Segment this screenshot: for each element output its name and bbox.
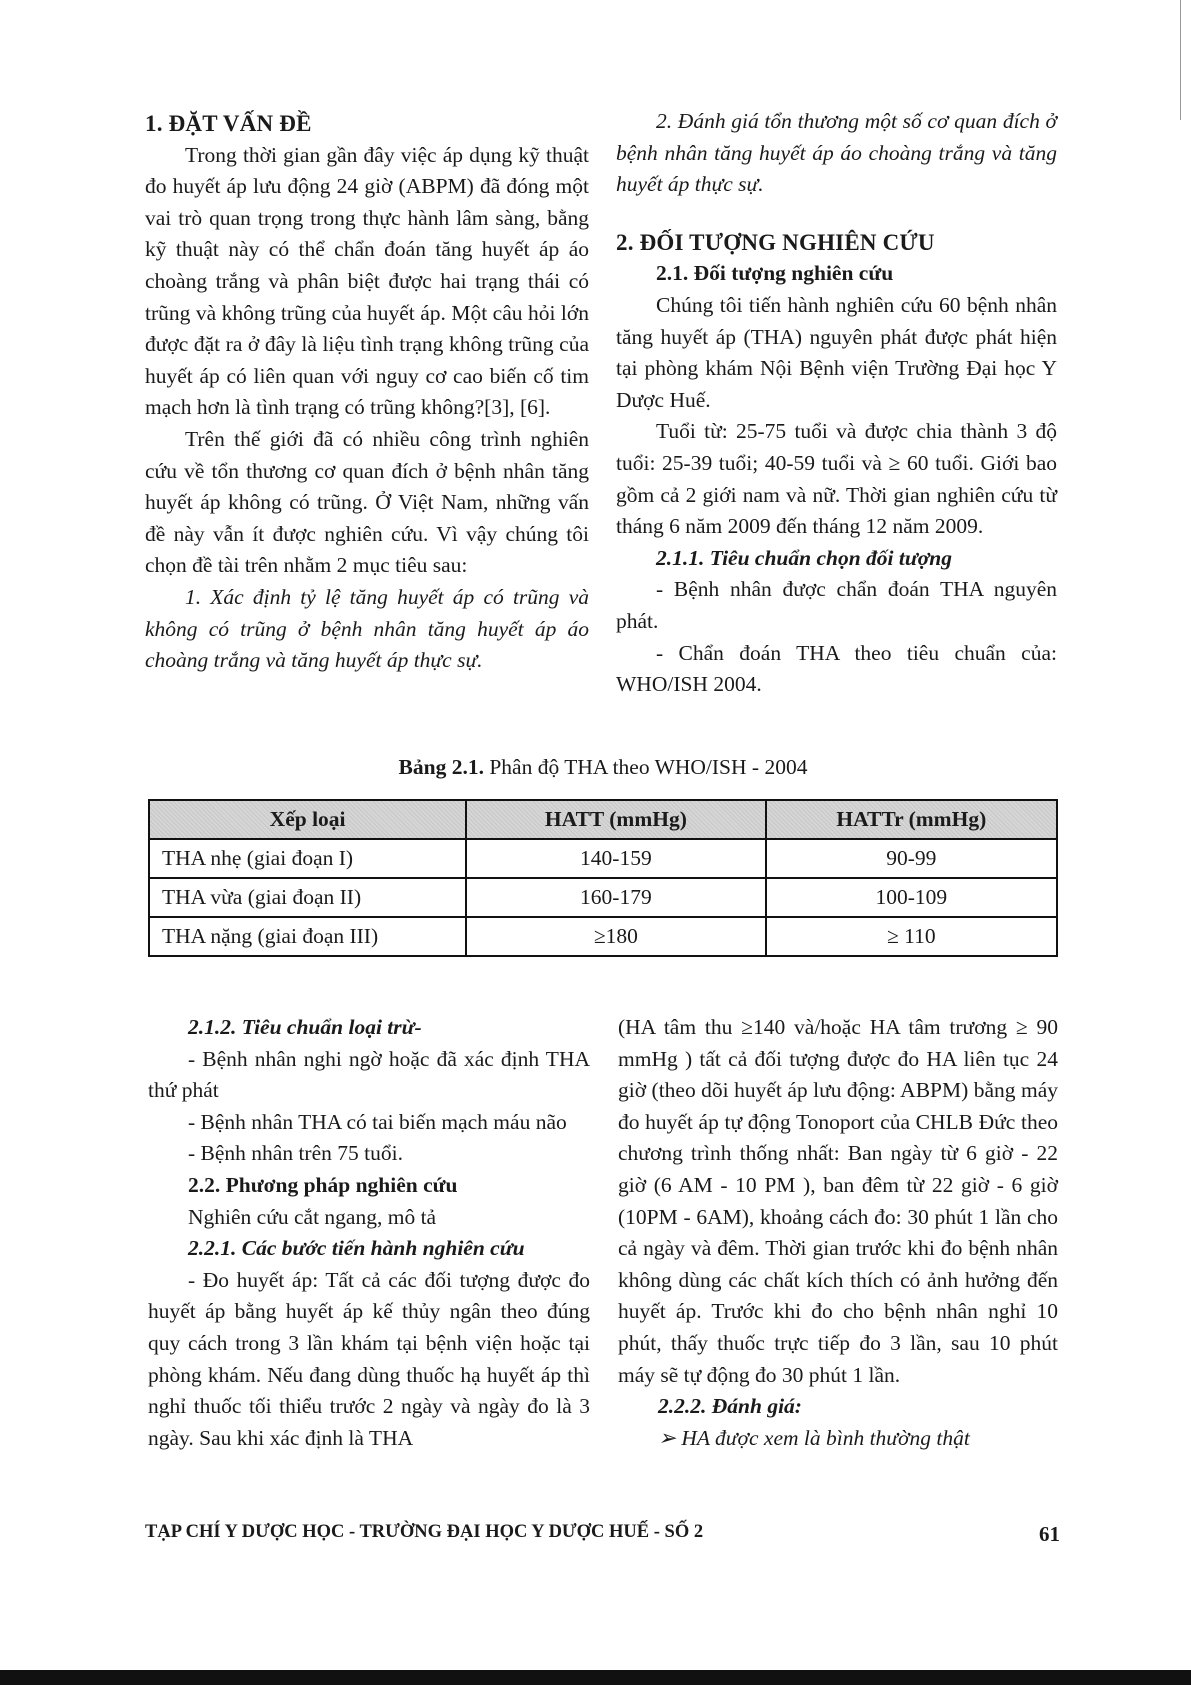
column-header: Xếp loại [149, 800, 466, 839]
table-caption-label: Bảng 2.1. [398, 755, 484, 779]
paragraph: Chúng tôi tiến hành nghiên cứu 60 bệnh nhân tăng huyết áp (THA) nguyên phát được phát hiện tại phòng khám Nội Bệnh viện Trường Đại học Y Dược Huế. [616, 292, 1057, 412]
subsection-heading: 2.2. Phương pháp nghiên cứu [188, 1172, 458, 1197]
subsection-heading: 2.1. Đối tượng nghiên cứu [656, 261, 894, 286]
paragraph: (HA tâm thu ≥140 và/hoặc HA tâm trương ≥ 90 mmHg ) tất cả đối tượng được đo HA liên tục 24 giờ (theo dõi huyết áp lưu động: ABPM) bằng máy đo huyết áp tự động Tonoport của CHLB Đức theo chương trình thống nhất: Ban ngày từ 6 giờ - 22 giờ (6 AM - 10 PM ), ban đêm từ 22 giờ - 6 giờ (10PM - 6AM), khoảng cách đo: 30 phút 1 lần cho cả ngày và đêm. Thời gian trước khi đo bệnh nhân không dùng các chất kích thích có ảnh hưởng đến huyết áp. Trước khi đo cho bệnh nhân nghỉ 10 phút, thấy thuốc trực tiếp đo 3 lần, sau 10 phút máy sẽ tự động đo 30 phút 1 lần. [618, 1015, 1058, 1387]
table-row [149, 917, 1057, 956]
table-caption-text: Phân độ THA theo WHO/ISH - 2004 [483, 755, 808, 779]
table-row [149, 839, 1057, 878]
paragraph: Trên thế giới đã có nhiều công trình nghiên cứu về tổn thương cơ quan đích ở bệnh nhân tăng huyết áp không có trũng. Ở Việt Nam, những vấn đề này vẫn ít được nghiên cứu. Vì vậy chúng tôi chọn đề tài trên nhằm 2 mục tiêu sau: [145, 426, 589, 578]
paragraph: Nghiên cứu cắt ngang, mô tả [188, 1204, 437, 1229]
page-number: 61 [1039, 1522, 1060, 1546]
list-item: - Bệnh nhân trên 75 tuổi. [188, 1141, 403, 1166]
left-column-bottom [148, 1012, 590, 1454]
objective-2: 2. Đánh giá tổn thương một số cơ quan đích ở bệnh nhân tăng huyết áp áo choàng trắng và tăng huyết áp thực sự. [616, 109, 1057, 197]
hypertension-grade-table [148, 799, 1058, 957]
list-item: - Bệnh nhân THA có tai biến mạch máu não [188, 1109, 567, 1134]
subsubsection-heading: 2.1.1. Tiêu chuẩn chọn đối tượng [656, 545, 953, 570]
paragraph: Trong thời gian gần đây việc áp dụng kỹ thuật đo huyết áp lưu động 24 giờ (ABPM) đã đóng một vai trò quan trọng trong thực hành lâm sàng, bằng kỹ thuật này có thể chẩn đoán tăng huyết áp áo choàng trắng và phân biệt được hai trạng thái có trũng và không trũng của huyết áp. Một câu hỏi lớn được đặt ra ở đây là liệu tình trạng không trũng của huyết áp có liên quan với nguy cơ cao biến cố tim mạch hơn là tình trạng có trũng không?[3], [6]. [145, 142, 589, 420]
scan-bottom-border [0, 1670, 1191, 1685]
table-cell: 100-109 [766, 878, 1057, 917]
paragraph: - Đo huyết áp: Tất cả các đối tượng được đo huyết áp bằng huyết áp kế thủy ngân theo đúng quy cách trong 3 lần khám tại bệnh viện hoặc tại phòng khám. Nếu đang dùng thuốc hạ huyết áp thì nghỉ thuốc tối thiểu trước 2 ngày và ngày đo là 3 ngày. Sau khi xác định là THA [148, 1267, 590, 1450]
subsubsection-heading: 2.1.2. Tiêu chuẩn loại trừ- [188, 1015, 422, 1039]
table-cell: 160-179 [466, 878, 765, 917]
column-header: HATT (mmHg) [466, 800, 765, 839]
table-cell: ≥180 [466, 917, 765, 956]
page-footer [145, 1522, 1060, 1546]
table-header-row [149, 800, 1057, 839]
bullet-item: ➢ HA được xem là bình thường thật [658, 1425, 970, 1450]
column-header: HATTr (mmHg) [766, 800, 1057, 839]
table-cell: THA nhẹ (giai đoạn I) [149, 839, 466, 878]
table-cell: THA vừa (giai đoạn II) [149, 878, 466, 917]
subsubsection-heading: 2.2.1. Các bước tiến hành nghiên cứu [188, 1236, 525, 1261]
right-column-bottom [618, 1012, 1058, 1454]
scan-edge-line [1180, 0, 1181, 120]
list-item: - Bệnh nhân nghi ngờ hoặc đã xác định THA thứ phát [148, 1046, 590, 1103]
objective-1: 1. Xác định tỷ lệ tăng huyết áp có trũng và không có trũng ở bệnh nhân tăng huyết áp áo choàng trắng và tăng huyết áp thực sự. [145, 584, 589, 673]
left-column-top [145, 108, 589, 677]
section-heading-subjects: 2. ĐỐI TƯỢNG NGHIÊN CỨU [616, 229, 935, 255]
section-heading-problem: 1. ĐẶT VẤN ĐỀ [145, 111, 312, 136]
journal-name: TẠP CHÍ Y DƯỢC HỌC - TRƯỜNG ĐẠI HỌC Y DƯỢC HUẾ - SỐ 2 [145, 1522, 704, 1542]
list-item: - Bệnh nhân được chẩn đoán THA nguyên phát. [616, 577, 1057, 633]
table-caption [148, 755, 1058, 780]
table-row [149, 878, 1057, 917]
list-item: - Chẩn đoán THA theo tiêu chuẩn của: WHO/ISH 2004. [616, 640, 1057, 697]
paragraph: Tuổi từ: 25-75 tuổi và được chia thành 3 độ tuổi: 25-39 tuổi; 40-59 tuổi và ≥ 60 tuổi. Giới bao gồm cả 2 giới nam và nữ. Thời gian nghiên cứu từ tháng 6 năm 2009 đến tháng 12 năm 2009. [616, 419, 1057, 539]
table-cell: 140-159 [466, 839, 765, 878]
right-column-top [616, 106, 1057, 701]
subsubsection-heading: 2.2.2. Đánh giá: [658, 1394, 802, 1419]
table-cell: 90-99 [766, 839, 1057, 878]
table-cell: THA nặng (giai đoạn III) [149, 917, 466, 956]
table-cell: ≥ 110 [766, 917, 1057, 956]
